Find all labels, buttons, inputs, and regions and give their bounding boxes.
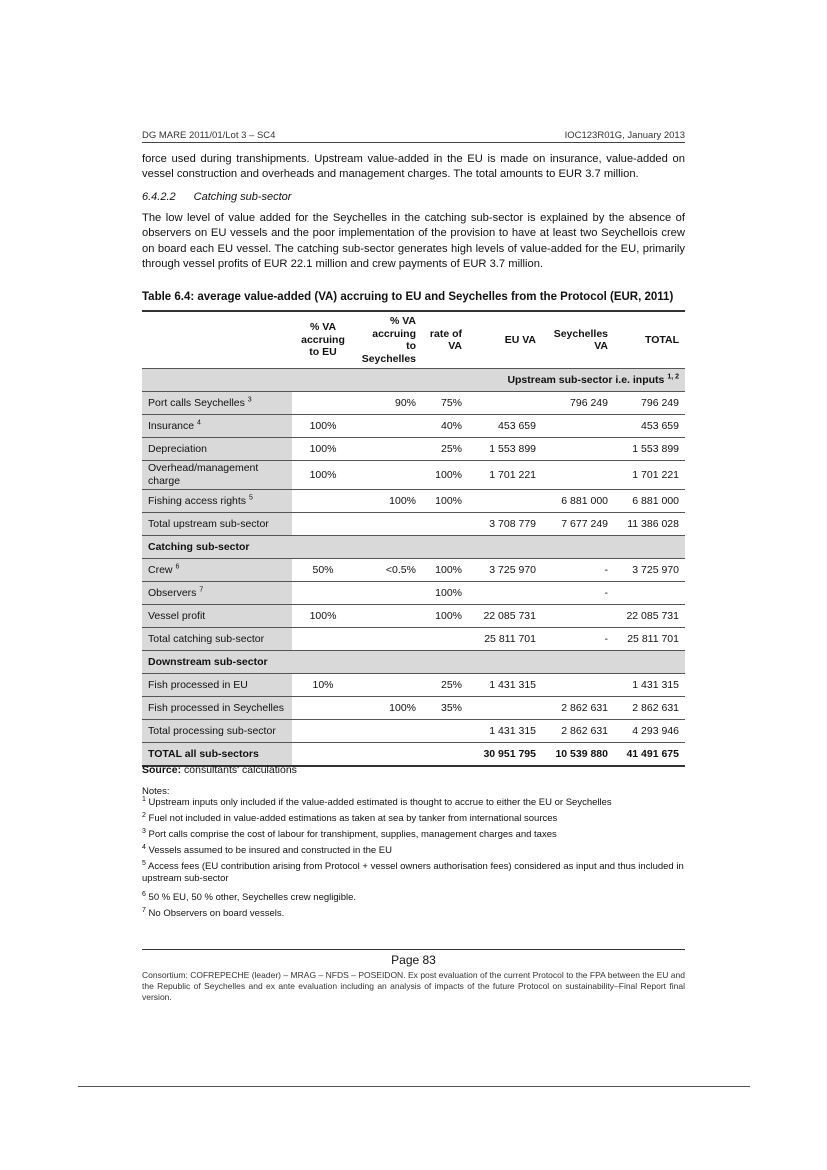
- table-row: [142, 490, 685, 513]
- note-text: Port calls comprise the cost of labour for transhipment, supplies, management charges and taxes: [145, 829, 557, 840]
- cell-eu-va: [468, 582, 542, 605]
- table-row: [142, 582, 685, 605]
- row-label-text: Fish processed in EU: [148, 679, 248, 691]
- note-item: [142, 845, 685, 857]
- note-item: [142, 892, 685, 904]
- row-label: [142, 720, 292, 743]
- cell-eu-va: 1 431 315: [468, 720, 542, 743]
- row-label: [142, 513, 292, 536]
- cell-eu-pct: [292, 743, 354, 767]
- row-label-text: Vessel profit: [148, 610, 206, 622]
- row-label: [142, 438, 292, 461]
- cell-total: [614, 582, 685, 605]
- note-text: Fuel not included in value-added estimations as taken at sea by tanker from international sources: [145, 813, 558, 824]
- downstream-section-row: [142, 651, 685, 674]
- cell-eu-pct: 10%: [292, 674, 354, 697]
- cell-total: 1 701 221: [614, 461, 685, 490]
- footnote-ref: 3: [247, 396, 252, 404]
- note-number: 4: [142, 843, 146, 851]
- notes-title: Notes:: [142, 786, 170, 797]
- intro-paragraph: force used during transhipments. Upstream value-added in the EU is made on insurance, value-added on vessel construction and overheads and management charges. The total amounts to EUR 3.7 million.: [142, 153, 685, 181]
- cell-sey-pct: [354, 605, 422, 628]
- table-row: [142, 720, 685, 743]
- row-label: [142, 697, 292, 720]
- upstream-header: Upstream sub-sector i.e. inputs: [507, 374, 665, 386]
- cell-eu-va: 30 951 795: [468, 743, 542, 767]
- catching-rows: [142, 559, 685, 651]
- row-label: [142, 605, 292, 628]
- note-text: Upstream inputs only included if the value-added estimated is thought to accrue to either the EU or Seychelles: [145, 797, 612, 808]
- cell-sey-pct: 100%: [354, 697, 422, 720]
- cell-total: 25 811 701: [614, 628, 685, 651]
- cell-eu-pct: 100%: [292, 438, 354, 461]
- row-label-text: Fishing access rights: [148, 495, 247, 507]
- cell-eu-va: 1 553 899: [468, 438, 542, 461]
- cell-sey-va: [542, 415, 614, 438]
- note-text: Vessels assumed to be insured and constructed in the EU: [145, 845, 392, 856]
- cell-sey-va: 2 862 631: [542, 697, 614, 720]
- cell-eu-pct: 100%: [292, 415, 354, 438]
- cell-eu-va: [468, 697, 542, 720]
- col-eu-va: EU VA: [468, 311, 542, 369]
- upstream-rows: [142, 392, 685, 536]
- grand-total-rows: [142, 743, 685, 767]
- row-label: [142, 490, 292, 513]
- cell-sey-va: 7 677 249: [542, 513, 614, 536]
- cell-rate: [422, 513, 468, 536]
- cell-eu-pct: 100%: [292, 605, 354, 628]
- cell-total: 453 659: [614, 415, 685, 438]
- cell-eu-va: 1 701 221: [468, 461, 542, 490]
- row-label: [142, 743, 292, 767]
- footnote-ref: 7: [199, 586, 204, 594]
- cell-eu-pct: [292, 513, 354, 536]
- note-text: No Observers on board vessels.: [145, 908, 285, 919]
- cell-sey-pct: [354, 415, 422, 438]
- cell-eu-pct: [292, 628, 354, 651]
- table-row: [142, 628, 685, 651]
- cell-eu-va: [468, 490, 542, 513]
- footnote-ref: 5: [248, 494, 253, 502]
- row-label-text: Total upstream sub-sector: [148, 518, 269, 530]
- col-total: TOTAL: [614, 311, 685, 369]
- cell-eu-pct: 50%: [292, 559, 354, 582]
- cell-rate: 100%: [422, 605, 468, 628]
- row-label: [142, 559, 292, 582]
- row-label-text: Total processing sub-sector: [148, 725, 276, 737]
- row-label-text: Port calls Seychelles: [148, 397, 245, 409]
- note-number: 1: [142, 795, 146, 803]
- cell-eu-pct: [292, 697, 354, 720]
- cell-rate: [422, 743, 468, 767]
- cell-sey-pct: [354, 674, 422, 697]
- row-label: [142, 674, 292, 697]
- table-row: [142, 513, 685, 536]
- table-row: [142, 674, 685, 697]
- note-number: 2: [142, 811, 146, 819]
- row-label: [142, 628, 292, 651]
- cell-sey-pct: [354, 513, 422, 536]
- upstream-header-sup: 1, 2: [667, 373, 679, 381]
- cell-sey-va: 796 249: [542, 392, 614, 415]
- footer-rule: [142, 949, 685, 950]
- footnote-ref: 4: [197, 419, 201, 427]
- note-number: 7: [142, 906, 146, 914]
- cell-rate: 25%: [422, 674, 468, 697]
- catching-section-row: [142, 536, 685, 559]
- row-label-text: Fish processed in Seychelles: [148, 702, 284, 714]
- consortium-footer: Consortium: COFREPECHE (leader) – MRAG – NFDS – POSEIDON. Ex post evaluation of the current Protocol to the FPA between the EU and the Republic of Seychelles and ex ante evaluation including an analysis of impacts of the future Protocol on sustainability–Final Report final version.: [142, 970, 685, 1002]
- row-label: [142, 461, 292, 490]
- table-row: [142, 461, 685, 490]
- row-label-text: Depreciation: [148, 443, 207, 455]
- footnote-ref: 6: [175, 563, 180, 571]
- note-item: [142, 829, 685, 841]
- header-right: IOC123R01G, January 2013: [564, 130, 685, 141]
- header-blank: [142, 311, 292, 369]
- note-number: 6: [142, 890, 146, 898]
- cell-eu-va: 1 431 315: [468, 674, 542, 697]
- table-row: [142, 697, 685, 720]
- cell-sey-va: [542, 674, 614, 697]
- header-rule: [142, 142, 685, 143]
- col-eu-pct: % VA accruing to EU: [292, 311, 354, 369]
- cell-sey-va: [542, 605, 614, 628]
- cell-eu-pct: [292, 490, 354, 513]
- cell-total: 6 881 000: [614, 490, 685, 513]
- col-rate: rate of VA: [422, 311, 468, 369]
- header-left: DG MARE 2011/01/Lot 3 – SC4: [142, 130, 276, 141]
- cell-sey-va: -: [542, 582, 614, 605]
- note-item: [142, 813, 685, 825]
- cell-total: 11 386 028: [614, 513, 685, 536]
- cell-sey-va: [542, 461, 614, 490]
- catching-header: Catching sub-sector: [142, 536, 685, 559]
- page-number: Page 83: [391, 953, 436, 967]
- table-header-row: [142, 311, 685, 369]
- source-label: Source:: [142, 764, 182, 776]
- col-sey-va: Seychelles VA: [542, 311, 614, 369]
- cell-total: 1 431 315: [614, 674, 685, 697]
- row-label: [142, 582, 292, 605]
- section-title: Catching sub-sector: [193, 191, 292, 203]
- table-row: [142, 605, 685, 628]
- cell-total: 4 293 946: [614, 720, 685, 743]
- cell-total: 41 491 675: [614, 743, 685, 767]
- value-added-table: [142, 310, 685, 767]
- cell-sey-va: [542, 438, 614, 461]
- table-row: [142, 438, 685, 461]
- cell-rate: 100%: [422, 582, 468, 605]
- cell-eu-pct: [292, 392, 354, 415]
- cell-eu-va: 453 659: [468, 415, 542, 438]
- table-row: [142, 415, 685, 438]
- cell-eu-va: 3 725 970: [468, 559, 542, 582]
- cell-sey-va: 6 881 000: [542, 490, 614, 513]
- cell-rate: 100%: [422, 461, 468, 490]
- cell-sey-va: 2 862 631: [542, 720, 614, 743]
- cell-sey-pct: 100%: [354, 490, 422, 513]
- table-row: [142, 392, 685, 415]
- row-label: [142, 415, 292, 438]
- cell-sey-pct: [354, 743, 422, 767]
- cell-eu-pct: [292, 720, 354, 743]
- cell-total: 22 085 731: [614, 605, 685, 628]
- source-text: consultants' calculations: [181, 764, 297, 776]
- col-sey-pct: % VA accruing to Seychelles: [354, 311, 422, 369]
- row-label-text: Total catching sub-sector: [148, 633, 265, 645]
- section-number: 6.4.2.2: [142, 191, 176, 203]
- upstream-section-row: [142, 369, 685, 392]
- downstream-header: Downstream sub-sector: [142, 651, 685, 674]
- body-paragraph: The low level of value added for the Seychelles in the catching sub-sector is explained by the absence of observers on EU vessels and the poor implementation of the provision to have at least two Seychellois crew on board each EU vessel. The catching sub-sector generates high levels of value-added for the EU, primarily through vessel profits of EUR 22.1 million and crew payments of EUR 3.7 million.: [142, 212, 685, 270]
- cell-sey-pct: [354, 582, 422, 605]
- row-label-text: Overhead/management charge: [148, 462, 259, 487]
- cell-eu-va: 3 708 779: [468, 513, 542, 536]
- note-item: [142, 908, 685, 920]
- note-text: 50 % EU, 50 % other, Seychelles crew negligible.: [145, 892, 357, 903]
- table-caption: Table 6.4: average value-added (VA) accruing to EU and Seychelles from the Protocol (EUR, 2011): [142, 291, 674, 303]
- row-label-text: Insurance: [148, 420, 195, 432]
- downstream-rows: [142, 674, 685, 743]
- row-label-text: Crew: [148, 564, 173, 576]
- cell-eu-va: [468, 392, 542, 415]
- table-source: [142, 764, 297, 776]
- cell-rate: 35%: [422, 697, 468, 720]
- table-row: [142, 559, 685, 582]
- cell-sey-pct: [354, 461, 422, 490]
- cell-sey-va: -: [542, 559, 614, 582]
- cell-rate: 100%: [422, 490, 468, 513]
- note-number: 5: [142, 859, 146, 867]
- bottom-rule: [78, 1086, 750, 1087]
- table-row: [142, 743, 685, 767]
- cell-eu-pct: 100%: [292, 461, 354, 490]
- cell-sey-pct: [354, 438, 422, 461]
- row-label: [142, 392, 292, 415]
- cell-total: 1 553 899: [614, 438, 685, 461]
- cell-sey-va: -: [542, 628, 614, 651]
- cell-sey-pct: [354, 720, 422, 743]
- cell-total: 796 249: [614, 392, 685, 415]
- note-item: [142, 797, 685, 809]
- cell-eu-va: 25 811 701: [468, 628, 542, 651]
- cell-total: 2 862 631: [614, 697, 685, 720]
- cell-rate: [422, 720, 468, 743]
- note-text: Access fees (EU contribution arising from Protocol + vessel owners authorisation fees) considered as input and thus included in upstream sub-sector: [142, 861, 684, 884]
- cell-sey-pct: [354, 628, 422, 651]
- cell-rate: 40%: [422, 415, 468, 438]
- row-label-text: TOTAL all sub-sectors: [148, 748, 259, 760]
- note-number: 3: [142, 827, 146, 835]
- section-heading: [142, 191, 291, 203]
- cell-total: 3 725 970: [614, 559, 685, 582]
- cell-sey-va: 10 539 880: [542, 743, 614, 767]
- note-item: [142, 861, 685, 884]
- running-header: [142, 130, 685, 141]
- cell-sey-pct: 90%: [354, 392, 422, 415]
- cell-rate: 100%: [422, 559, 468, 582]
- row-label-text: Observers: [148, 587, 197, 599]
- cell-sey-pct: <0.5%: [354, 559, 422, 582]
- cell-rate: [422, 628, 468, 651]
- cell-eu-pct: [292, 582, 354, 605]
- cell-eu-va: 22 085 731: [468, 605, 542, 628]
- cell-rate: 25%: [422, 438, 468, 461]
- cell-rate: 75%: [422, 392, 468, 415]
